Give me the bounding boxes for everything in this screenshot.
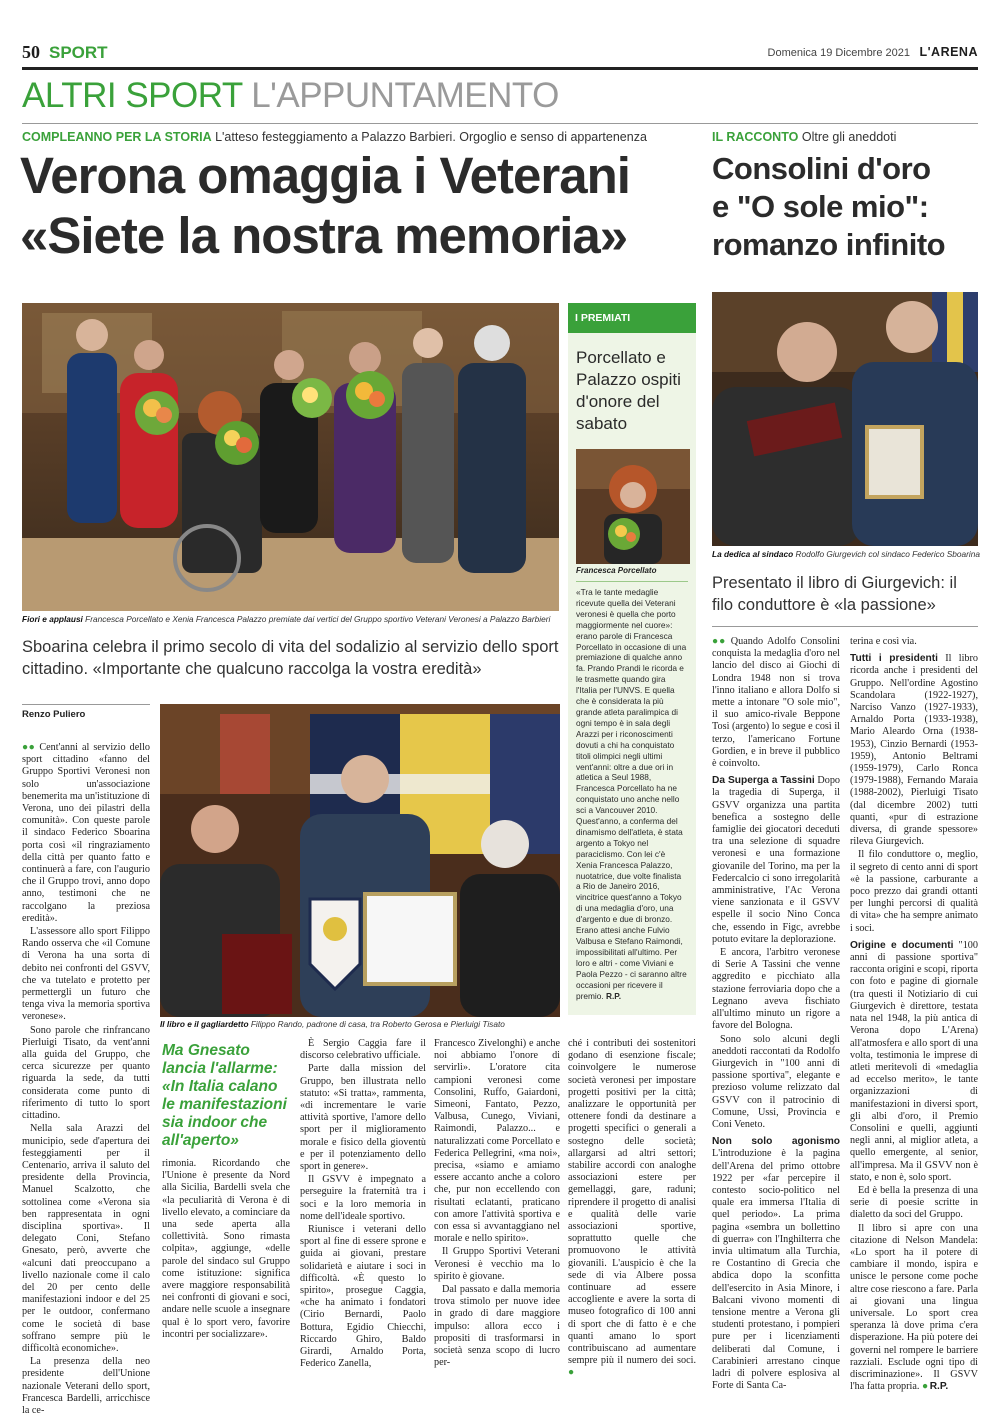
giurgevich-photo-caption — [712, 549, 978, 559]
paragraph: Parte dalla mission del Gruppo, ben illustrata nello statuto: «Si tratta», rammenta, «di incrementare le varie attività sportive, l'amore dello sport per il miglioramento morale e fisico della gioventù e per il potenziamento dello sport in genere». — [300, 1063, 426, 1173]
side-headline — [712, 150, 982, 264]
paragraph: Il libro si apre con una citazione di Nelson Mandela: «Lo sport ha il potere di cambiare il mondo, ispira e unisce le persone come poche altre cose riescono a fare. Parla ai giovani una lingua universale. Lo sport crea speranza là dove prima c'era disperazione. Ha più potere dei governi nel rompere le barriere razziali. Esclude ogni tipo di discriminazione». Il GSVV l'ha fatta propria. — [850, 1222, 978, 1393]
main-headline-line2: «Siete la nostra memoria» — [20, 207, 628, 264]
paragraph: Cent'anni al servizio dello sport cittadino «fanno del Gruppo Sportivi Veronesi non solo un'associazione benemerita ma un'istituzione di Verona, uno dei pilastri della comunità». Con queste parole il sindaco Federico Sboarina porta così «il ringraziamento della città per quanto fatto e continuerà a fare, con l'augurio che il Gruppo trovi, anno dopo anno, testimoni che ne raccolgano la preziosa eredità». — [22, 742, 150, 924]
group-photo-caption-bold: Fiori e applausi — [22, 614, 83, 624]
paragraph: Dopo la tragedia di Superga, il GSVV organizza una partita benefica a sostegno delle famiglie dei giocatori deceduti tra una selezione di squadre veronesi e una formazione giovanile del Torino, ma per la Federcalcio ci sono irregolarità amministrative, l'Ac Verona viene sanzionata e il GSVV espelle il socio Nino Conca che, essendo in Figc, avrebbe potuto evitare la deplorazione. — [712, 775, 841, 945]
page-header — [22, 42, 978, 64]
subheading: Da Superga a Tassini — [712, 775, 815, 787]
paragraph: Sono solo alcuni degli aneddoti raccontati da Rodolfo Giurgevich in "100 anni di passione sportiva", elegante e prezioso volume relizzato dal GSVV con il patrocinio di Comune, Ussi, Provincia e Coni Veneto. — [712, 1033, 840, 1130]
paragraph: Francesco Zivelonghi) e anche noi abbiamo l'onore di servirli». L'oratore cita campioni veronesi come Consolini, Ruffo, Gaiardoni, Simeoni, Fantato, Pezzo, Valbusa, Cunego, Viviani, Raimondi, Palazzo... e naturalizzati come Porcellato e Federica Pellegrini, «ma noi», precisa, «siamo e amiamo essere accanto anche a coloro che, pur non eccellendo con risultati eclatanti, praticano con amore l'attività sportiva e con essa si avvantaggiano nel morale e nello spirito». — [434, 1038, 560, 1245]
giurgevich-caption-bold: La dedica al sindaco — [712, 549, 794, 559]
byline: Renzo Puliero — [22, 709, 86, 720]
main-headline-line1: Verona omaggia i Veterani — [20, 147, 630, 204]
paragraph: ché i contributi dei sostenitori godano di esenzione fiscale; coinvolgere le numerose società veronesi per impostare progetti positivi per la città; analizzare le opportunità per ottenere fondi da destinare a progetti specifici o generali a sostegno delle società; allargarsi ad altri settori; stabilire accordi con analoghe associazioni estere per gemellaggi, gare, raduni; riprendere il progetto di analisi e qualità delle varie associazioni sportive, soprattutto quelle che promuovono le attività giovanili. L'auspicio è che la sede di via Albere possa continuare ad essere accogliente e avere la sorta di museo fotografico di 100 anni di sport che di fatto è e che quanti amano lo sport contribuiscano ad aumentare sempre più il numero dei soci. — [568, 1038, 696, 1367]
paragraph: Dal passato e dalla memoria trova stimolo per nuove idee in grado di dare maggiore impulso: allora ecco i propositi di trasformarsi in società senza scopo di lucro per- — [434, 1284, 560, 1369]
paragraph: "100 anni di passione sportiva" racconta origini e scopi, riporta con foto e pagine di giornale (tra questi il Notiziario di cui Giurgevich è direttore, testata nata nel 1948, la più antica di Verona dopo L'Arena) all'atmosfera e allo sport di una volta, testimonia le imprese di atleti meritevoli di «medaglia ad eccelso merito», le tante organizzazioni di manifestazioni in diversi sport, gli albi d'oro, il Premio Consolini e quelli, aggiunti negli anni, al miglior atleta, a quello emergente, al senior, all'impresa. Ma il GSVV non è stato, e non è, solo sport. — [850, 939, 978, 1183]
group-photo — [22, 303, 559, 611]
banner-rule — [22, 123, 978, 124]
paragraph: E ancora, l'arbitro veronese di Serie A Tassini che venne aggredito e picchiato alla stazione ferroviaria dopo che a Legnano aveva fischiato all'ultimo minuto un rigore a favore del Bologna. — [712, 947, 840, 1032]
paragraph: rimonia. Ricordando che l'Unione è presente da Nord alla Sicilia, Bardelli svela che «la peculiarità di Verona è di livello elevato, a cominciare da una sede aperta alla collettività. Sono rimasta colpita», aggiunge, «delle parole del sindaco sul Gruppo come istituzione: significa avere maggiore responsabilità nei confronti di giovani e soci, andare nelle scuole a insegnare qual è lo sport vero, favorire incontri per socializzare». — [162, 1158, 290, 1340]
group-photo-caption — [22, 614, 559, 624]
main-kicker — [22, 130, 702, 144]
premiati-signature: R.P. — [605, 990, 622, 1001]
side-subhead-rule — [712, 626, 978, 627]
paragraph: Il Gruppo Sportivi Veterani Veronesi è vecchio ma lo spirito è giovane. — [434, 1246, 560, 1282]
giurgevich-photo — [712, 292, 978, 546]
side-subhead: Presentato il libro di Giurgevich: il filo conduttore è «la passione» — [712, 574, 957, 614]
group-photo-caption-text: Francesca Porcellato e Xenia Francesca Palazzo premiate dai vertici del Gruppo sportivo Veterani Veronesi a Palazzo Barbieri — [85, 614, 551, 624]
pennant-photo — [160, 704, 560, 1017]
main-column-4 — [434, 1038, 560, 1369]
main-subhead: Sboarina celebra il primo secolo di vita del sodalizio al servizio dello sport cittadino. «Importante che qualcuno raccolga la vostra eredità» — [22, 638, 559, 678]
byline-rule — [22, 704, 150, 705]
main-column-2 — [162, 1158, 290, 1340]
end-dot: ● — [921, 1381, 928, 1393]
paragraph: Ed è bella la presenza di una serie di poesie scritte in dialetto da soci del Gruppo. — [850, 1184, 978, 1221]
banner-secondary: L'APPUNTAMENTO — [251, 76, 559, 115]
banner-primary: ALTRI SPORT — [22, 76, 243, 115]
paragraph: È Sergio Caggia fare il discorso celebrativo ufficiale. — [300, 1038, 426, 1062]
paragraph: Il GSVV è impegnato a perseguire la fraternità tra i soci e la loro memoria in nome dell'ideale sportivo. — [300, 1174, 426, 1222]
lead-dots: ●● — [712, 636, 727, 647]
side-headline-line1: Consolini d'oro — [712, 151, 931, 186]
subheading: Origine e documenti — [850, 939, 954, 951]
paragraph: Quando Adolfo Consolini conquista la medaglia d'oro nel lancio del disco ai Giochi di Londra 1948 non si trova l'inno italiano e allora Dolfo si mette a intonare "O sole mio", il suo amico-rivale Beppone Tosi (argento) lo segue e così il terzo, l'americano Fortune Gordien, e in breve il pubblico è coinvolto. — [712, 636, 841, 770]
side-kicker — [712, 130, 978, 144]
paragraph: La presenza della neo presidente dell'Unione nazionale Veterani dello sport, Francesca Bardelli, arricchisce la ce- — [22, 1356, 150, 1416]
main-column-1 — [22, 742, 150, 1416]
premiati-label: I PREMIATI — [568, 303, 696, 333]
paragraph: Riunisce i veterani dello sport al fine di essere sprone e guida ai giovani, prestare solidarietà e aiutare i soci in difficoltà. «È questo lo spirito», prosegue Caggia, «che ha animato i fondatori (Cirio Bernardi, Paolo Bottura, Egidio Chiecchi, Riccardo Ghiro, Baldo Girardi, Arnaldo Porta, Federico Zanella, — [300, 1224, 426, 1370]
pennant-photo-caption-bold: Il libro e il gagliardetto — [160, 1019, 249, 1029]
subheading: Non solo agonismo — [712, 1136, 840, 1148]
main-column-5 — [568, 1038, 696, 1379]
premiati-text — [568, 582, 696, 1001]
premiati-title: Porcellato e Palazzo ospiti d'onore del sabato — [576, 348, 681, 433]
lead-dots: ●● — [22, 742, 36, 753]
section-label: SPORT — [49, 43, 108, 62]
premiati-body: «Tra le tante medaglie ricevute quella dei Veterani veronesi è quella che porto maggiormente nel cuore»: erano parole di Francesca Porcellato in occasione di una premiazione di qualche anno fa. Prando Prandi le ricorda e le trasmette quando gira l'Italia per l'UNVS. E quella che è considerata la più grande atleta paralimpica di ogni tempo è in sala degli Arazzi per i riconoscimenti dovuti a chi ha conquistato titoli olimpici negli ultimi vent'anni: oltre a due ori in atletica a Seul 1988, Francesca Porcellato ha ne conquistato uno anche nello sci a Vancouver 2010. Quest'anno, a conferma del dinamismo dell'atleta, è stata argento a Tokyo nel paraciclismo. Con lei c'è Xenia Francesca Palazzo, nuotatrice, due volte finalista a Rio de Janeiro 2016, vincitrice quest'anno a Tokyo di una medaglia d'oro, una d'argento e due di bronzo. Erano attesi anche Fulvio Valbusa e Stefano Raimondi, impossibilitati all'ultimo. Per loro e altri - come Viviani e Paola Pezzo - ci saranno altre occasioni per ricevere il premio. — [576, 587, 687, 1001]
issue-date: Domenica 19 Dicembre 2021 — [767, 47, 910, 59]
side-column-1 — [712, 636, 841, 1392]
pull-quote-line1: Ma Gnesato lancia l'allarme: — [162, 1042, 278, 1077]
main-kicker-text: L'atteso festeggiamento a Palazzo Barbieri. Orgoglio e senso di appartenenza — [215, 130, 647, 144]
paragraph: Il filo conduttore o, meglio, il segreto di cento anni di sport «è la passione, carburante a poco prezzo dai grandi ottanti per lunghi percorsi di qualità di vita» che ha sempre animato i soci. — [850, 849, 978, 934]
paragraph: Nella sala Arazzi del municipio, sede d'apertura dei festeggiamenti per il Centenario, arriva il saluto del presidente della Provincia, Manuel Scalzotto, che sottolinea come «Verona sia ben rappresentata in ogni disciplina sportiva». Il delegato Coni, Stefano Gnesato, però, avverte che «alcuni dati preoccupano a livello nazionale come il calo del 20 per cento delle manifestazioni indoor e del 25 per le outdoor, confermano come le società di base soffrano sempre più le difficoltà economiche». — [22, 1123, 150, 1354]
paragraph: Il libro ricorda anche i presidenti del Gruppo. Nell'ordine Agostino Scandolara (1922-1927), Narciso Vanzo (1927-1933), Arnaldo Porta (1933-1938), Mario Aleardo Orna (1938-1953), Cinzio Bernardi (1953-1959), Antonio Beltrami (1959-1979), Carlo Ronca (1979-1988), Fernando Maraia (1988-2002), Pierluigi Tisato (dal dicembre 2002) tutti quanti, «pur di estrazione diversa, di grande spessore» rileva Giurgevich. — [850, 653, 979, 848]
end-dot: ● — [568, 1367, 574, 1379]
porcellato-caption: Francesca Porcellato — [576, 566, 657, 575]
pennant-photo-caption-text: Filippo Rando, padrone di casa, tra Roberto Gerosa e Pierluigi Tisato — [250, 1019, 505, 1029]
side-column-2 — [850, 636, 979, 1393]
side-signature: R.P. — [929, 1381, 949, 1393]
paragraph: L'assessore allo sport Filippo Rando osserva che «il Comune di Verona ha una sorta di debito nei confronti del GSVV, che va tutelato e protetto per permettergli un futuro che tenga viva la memoria sportiva veronese». — [22, 926, 150, 1023]
main-kicker-label: COMPLEANNO PER LA STORIA — [22, 130, 212, 144]
main-headline — [20, 146, 710, 266]
side-kicker-label: IL RACCONTO — [712, 130, 799, 144]
premiati-box — [568, 303, 696, 1015]
paragraph: Sono parole che rinfrancano Pierluigi Tisato, da vent'anni alla guida del Gruppo, che cerca sicurezze per quanto riguarda la sede, da tutti considerata come punto di riferimento di tutto lo sport cittadino. — [22, 1024, 150, 1122]
side-headline-line3: romanzo infinito — [712, 227, 946, 262]
side-kicker-text: Oltre gli aneddoti — [801, 130, 897, 144]
pull-quote — [162, 1042, 290, 1150]
pull-quote-line2: «In Italia calano le manifestazioni sia indoor che all'aperto» — [162, 1078, 287, 1149]
paragraph: terina e così via. — [850, 636, 917, 647]
main-column-3 — [300, 1038, 426, 1370]
paragraph: L'introduzione è la pagina dell'Arena del primo ottobre 1922 per «far percepire il contesto socio-politico nel quale era immersa l'Italia di quel periodo». La prima pagina «sembra un bollettino di guerra» con l'Inghilterra che invia ultimatum alla Turchia, re Costantino di Grecia che abdica dopo la sconfitta dell'esercito in Asia Minore, i Balcani vivono momenti di tensione mentre a Verona gli studenti protestano, i pompieri pure per i licenziamenti deliberati dal Comune, i Carabinieri arrestano cinque ladri di polvere esplosiva al Forte di Santa Ca- — [712, 1148, 840, 1392]
newspaper-name: L'ARENA — [919, 45, 978, 59]
porcellato-photo — [576, 449, 690, 564]
side-headline-line2: e "O sole mio": — [712, 189, 929, 224]
subheading: Tutti i presidenti — [850, 653, 938, 665]
giurgevich-caption-text: Rodolfo Giurgevich col sindaco Federico Sboarina — [795, 549, 980, 559]
header-rule — [22, 67, 978, 70]
page-number: 50 — [22, 42, 40, 62]
pennant-photo-caption — [160, 1019, 560, 1029]
section-banner — [22, 76, 559, 120]
